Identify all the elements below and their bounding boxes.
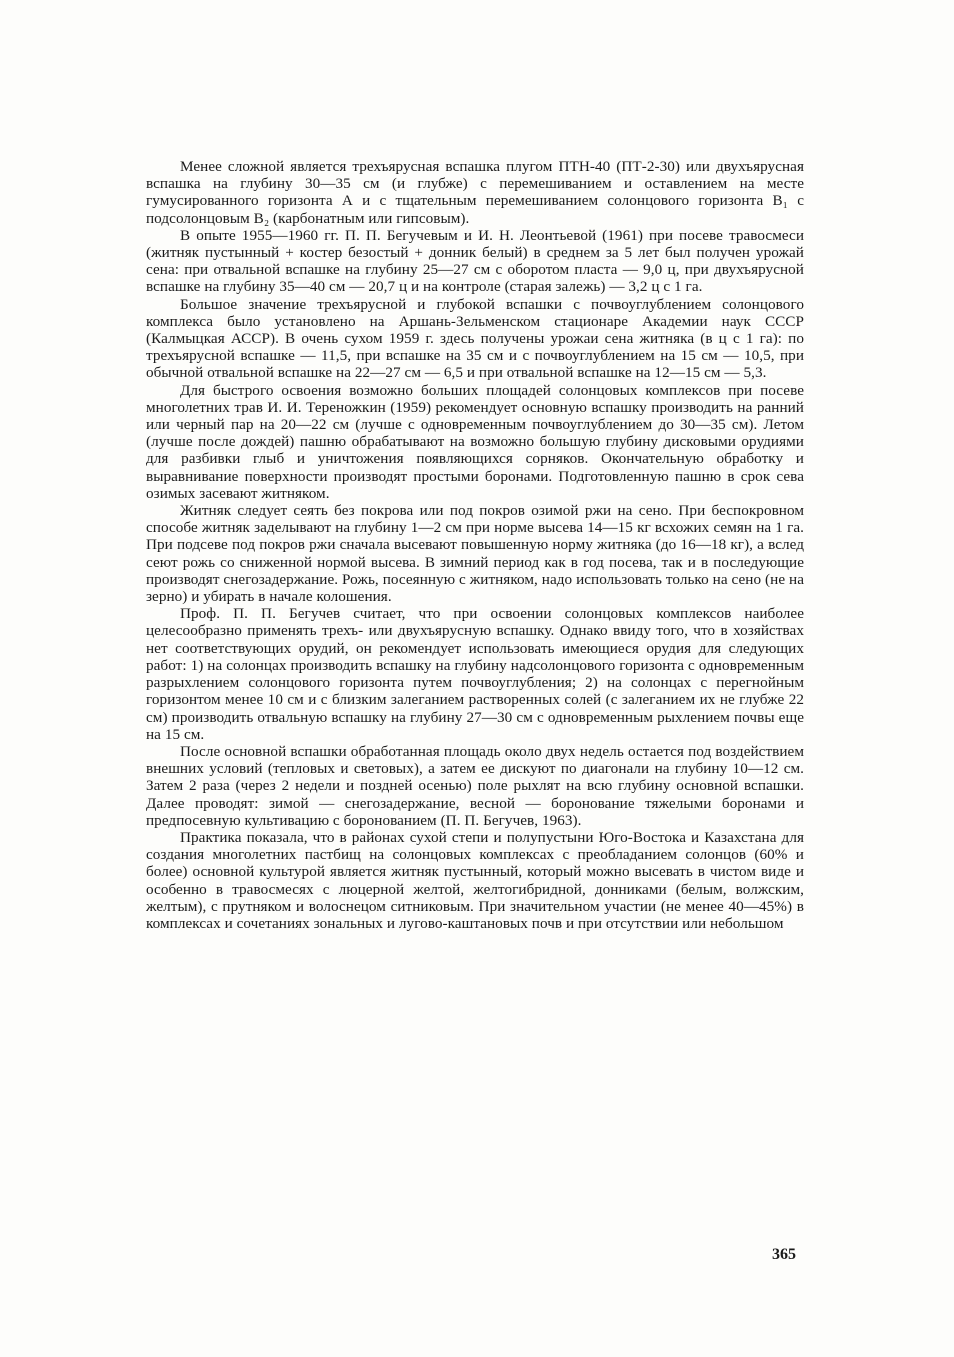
paragraph-4: Для быстрого освоения возможно больших площадей солонцовых комплексов при посеве многолетних трав И. И. Тереножкин (1959) рекомендует основную вспашку производить на ранний или черный пар на 20—22 см (лучше с одновременным почвоуглублением до 30—35 см). Летом (лучше после дождей) пашню обрабатывают на возможно большую глубину дисковыми орудиями для разбивки глыб и уничтожения появляющихся сорняков. Окончательную обработку и выравнивание поверхности производят простыми боронами. Подготовленную пашню в срок сева озимых засевают житняком. (146, 381, 804, 502)
paragraph-1: Менее сложной является трехъярусная вспашка плугом ПТН-40 (ПТ-2-30) или двухъярусная вспашка на глубину 30—35 см (и глубже) с перемешиванием и оставлением на месте гумусированного горизонта А и с тщательным перемешиванием солонцового горизонта B₁ с подсолонцовым B₂ (карбонатным или гипсовым). (146, 158, 804, 227)
paragraph-8: Практика показала, что в районах сухой степи и полупустыни Юго-Востока и Казахстана для создания многолетних пастбищ на солонцовых комплексах с преобладанием солонцов (60% и более) основной культурой является житняк пустынный, который можно высевать в чистом виде и особенно в травосмесях с люцерной желтой, желтогибридной, донниками (белым, волжским, желтым), с прутняком и волоснецом ситниковым. При значительном участии (не менее 40—45%) в комплексах и сочетаниях зональных и лугово-каштановых почв и при отсутствии или небольшом (146, 828, 804, 932)
paragraph-6: Проф. П. П. Бегучев считает, что при освоении солонцовых комплексов наиболее целесообразно применять трехъ- или двухъярусную вспашку. Однако ввиду того, что в хозяйствах нет соответствующих орудий, он рекомендует использовать имеющиеся орудия для следующих работ: 1) на солонцах производить вспашку на глубину надсолонцового горизонта с одновременным разрыхлением солонцового горизонта путем почвоуглубления; 2) на солонцах с перегнойным горизонтом менее 10 см и с близким залеганием растворенных солей (с залеганием их не глубже 22 см) производить отвальную вспашку на глубину 27—30 см с одновременным рыхлением почвы еще на 15 см. (146, 605, 804, 743)
paragraph-3: Большое значение трехъярусной и глубокой вспашки с почвоуглублением солонцового комплекса было установлено на Аршань-Зельменском стационаре Академии наук СССР (Калмыцкая АССР). В очень сухом 1959 г. здесь получены урожаи сена житняка (в ц с 1 га): по трехъярусной вспашке — 11,5, при вспашке на 35 см и с почвоуглублением на 15 см — 10,5, при обычной отвальной вспашке на 22—27 см — 6,5 и при отвальной вспашке на 12—15 см — 5,3. (146, 295, 804, 382)
body-text (146, 158, 804, 932)
paragraph-2: В опыте 1955—1960 гг. П. П. Бегучевым и И. Н. Леонтьевой (1961) при посеве травосмеси (житняк пустынный + костер безостый + донник белый) в среднем за 5 лет был получен урожай сена: при отвальной вспашке на глубину 25—27 см с оборотом пласта — 9,0 ц, при двухъярусной вспашке на глубину 35—40 см — 20,7 ц и на контроле (старая залежь) — 3,2 ц с 1 га. (146, 226, 804, 296)
page-number: 365 (772, 1246, 796, 1263)
paragraph-5: Житняк следует сеять без покрова или под покров озимой ржи на сено. При беспокровном способе житняк заделывают на глубину 1—2 см при норме высева 14—15 кг всхожих семян на 1 га. При подсеве под покров ржи сначала высевают повышенную норму житняка (до 16—18 кг), а вслед сеют рожь со сниженной нормой высева. В зимний период как в год посева, так и в последующие производят снегозадержание. Рожь, посеянную с житняком, надо использовать только на сено (не на зерно) и убирать в начале колошения. (146, 502, 804, 606)
paragraph-7: После основной вспашки обработанная площадь около двух недель остается под воздействием внешних условий (тепловых и световых), а затем ее дискуют по диагонали на глубину 10—12 см. Затем 2 раза (через 2 недели и поздней осенью) поле рыхлят на всю глубину основной вспашки. Далее проводят: зимой — снегозадержание, весной — боронование тяжелыми боронами и предпосевную культивацию с боронованием (П. П. Бегучев, 1963). (146, 742, 804, 829)
